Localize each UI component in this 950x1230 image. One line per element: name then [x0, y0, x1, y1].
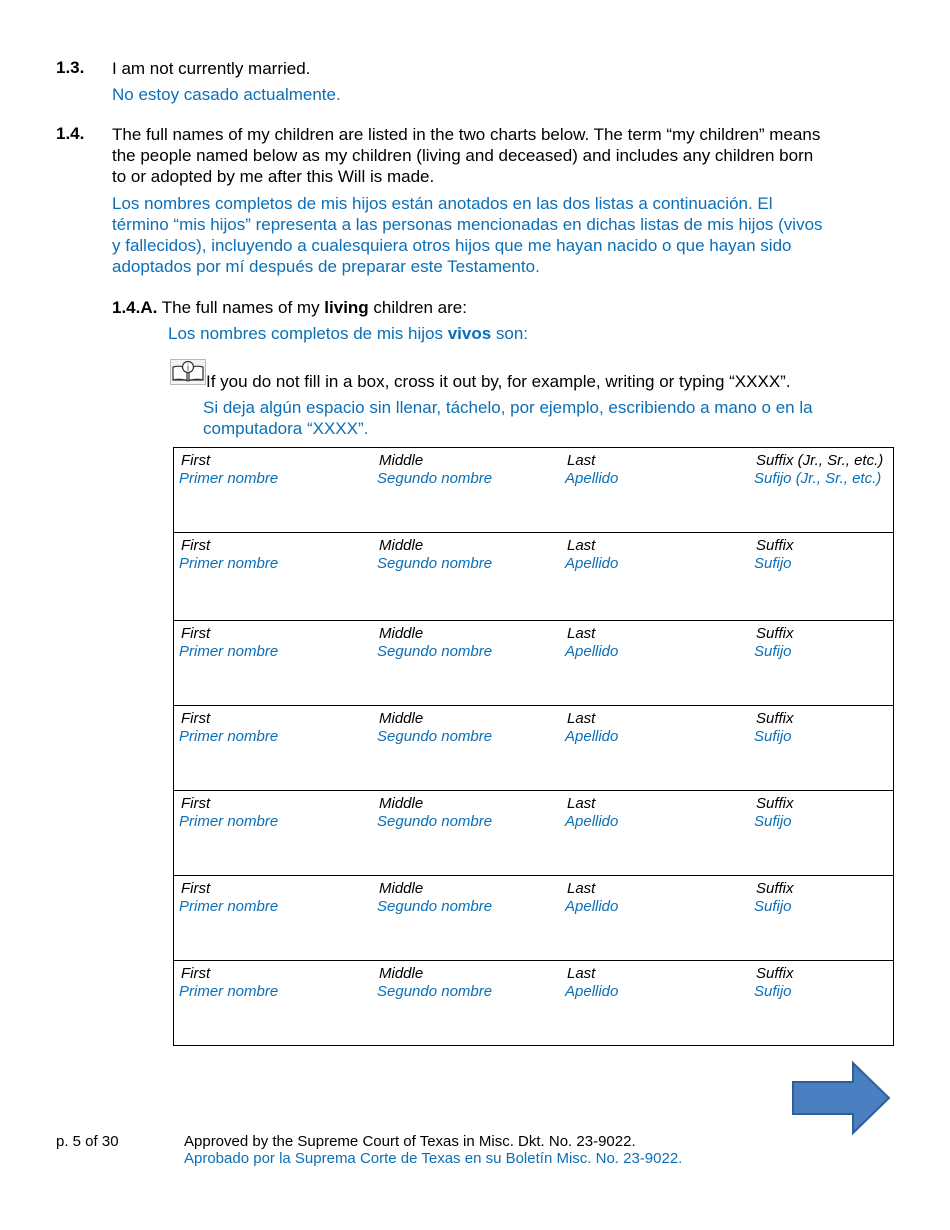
- suffix-label: Suffix: [756, 625, 794, 642]
- section-1-4-es-line: adoptados por mí después de preparar este Testamento.: [112, 257, 540, 276]
- section-1-4-a-suffix: children are:: [368, 298, 467, 317]
- last-name-label-es: Apellido: [565, 470, 619, 487]
- instruction-es-line: Si deja algún espacio sin llenar, táchelo, por ejemplo, escribiendo a mano o en la: [203, 398, 813, 417]
- footer-approval: Approved by the Supreme Court of Texas in Misc. Dkt. No. 23-9022.: [184, 1133, 636, 1150]
- middle-name-label: Middle: [379, 452, 424, 469]
- last-name-label: Last: [567, 625, 596, 642]
- child-name-cell[interactable]: [174, 533, 894, 621]
- first-name-label-es: Primer nombre: [179, 898, 279, 915]
- child-name-cell[interactable]: [174, 961, 894, 1046]
- section-1-4-text-es: [112, 193, 902, 277]
- first-name-label-es: Primer nombre: [179, 643, 279, 660]
- first-name-label-es: Primer nombre: [179, 555, 279, 572]
- middle-name-label: Middle: [379, 710, 424, 727]
- suffix-label-es: Sufijo: [754, 898, 792, 915]
- last-name-label-es: Apellido: [565, 983, 619, 1000]
- section-1-4-es-line: término “mis hijos” representa a las personas mencionadas en dichas listas de mis hijos (vivos: [112, 215, 823, 234]
- last-name-label: Last: [567, 795, 596, 812]
- suffix-label-es: Sufijo (Jr., Sr., etc.): [754, 470, 882, 487]
- last-name-label: Last: [567, 710, 596, 727]
- first-name-label-es: Primer nombre: [179, 470, 279, 487]
- first-name-label: First: [181, 452, 211, 469]
- page-number: p. 5 of 30: [56, 1133, 119, 1150]
- last-name-label: Last: [567, 537, 596, 554]
- suffix-label: Suffix: [756, 795, 794, 812]
- child-name-cell[interactable]: [174, 706, 894, 791]
- section-1-4-line: to or adopted by me after this Will is made.: [112, 167, 435, 186]
- child-row: [174, 448, 894, 533]
- section-1-3-number: 1.3.: [56, 58, 85, 77]
- middle-name-label: Middle: [379, 537, 424, 554]
- section-1-4-a-heading-es: [168, 323, 528, 344]
- suffix-label: Suffix (Jr., Sr., etc.): [756, 452, 884, 469]
- section-1-3-text-es: No estoy casado actualmente.: [112, 85, 341, 104]
- last-name-label-es: Apellido: [565, 813, 619, 830]
- suffix-label: Suffix: [756, 880, 794, 897]
- last-name-label-es: Apellido: [565, 643, 619, 660]
- suffix-label: Suffix: [756, 965, 794, 982]
- section-1-4-line: the people named below as my children (living and deceased) and includes any children born: [112, 146, 814, 165]
- section-1-4-a-prefix: The full names of my: [161, 298, 325, 317]
- middle-name-label-es: Segundo nombre: [377, 643, 493, 660]
- first-name-label: First: [181, 795, 211, 812]
- child-name-cell[interactable]: [174, 876, 894, 961]
- footer-approval-es: Aprobado por la Suprema Corte de Texas en su Boletín Misc. No. 23-9022.: [184, 1150, 683, 1167]
- first-name-label: First: [181, 625, 211, 642]
- suffix-label-es: Sufijo: [754, 643, 792, 660]
- first-name-label-es: Primer nombre: [179, 813, 279, 830]
- instruction-es-line: computadora “XXXX”.: [203, 419, 369, 438]
- suffix-label-es: Sufijo: [754, 728, 792, 745]
- middle-name-label-es: Segundo nombre: [377, 555, 493, 572]
- first-name-label: First: [181, 880, 211, 897]
- last-name-label-es: Apellido: [565, 555, 619, 572]
- section-1-4-a-heading: [112, 297, 467, 318]
- first-name-label: First: [181, 537, 211, 554]
- next-page-arrow-icon[interactable]: [790, 1060, 892, 1136]
- first-name-label-es: Primer nombre: [179, 728, 279, 745]
- middle-name-label: Middle: [379, 625, 424, 642]
- middle-name-label-es: Segundo nombre: [377, 813, 493, 830]
- last-name-label: Last: [567, 880, 596, 897]
- child-row: [174, 791, 894, 876]
- last-name-label: Last: [567, 965, 596, 982]
- instruction-text: If you do not fill in a box, cross it out by, for example, writing or typing “XXXX”.: [206, 372, 791, 391]
- svg-text:i: i: [186, 363, 190, 374]
- child-name-cell[interactable]: [174, 448, 894, 533]
- child-row: [174, 706, 894, 791]
- middle-name-label: Middle: [379, 965, 424, 982]
- middle-name-label: Middle: [379, 795, 424, 812]
- child-name-cell[interactable]: [174, 621, 894, 706]
- child-row: [174, 621, 894, 706]
- section-1-4-a-es-bold: vivos: [447, 324, 492, 343]
- last-name-label-es: Apellido: [565, 728, 619, 745]
- child-row: [174, 533, 894, 621]
- suffix-label: Suffix: [756, 537, 794, 554]
- section-1-4-a-bold: living: [324, 298, 369, 317]
- child-name-cell[interactable]: [174, 791, 894, 876]
- last-name-label: Last: [567, 452, 596, 469]
- child-row: [174, 961, 894, 1046]
- middle-name-label-es: Segundo nombre: [377, 470, 493, 487]
- middle-name-label: Middle: [379, 880, 424, 897]
- suffix-label-es: Sufijo: [754, 813, 792, 830]
- section-1-4-a-number: 1.4.A.: [112, 298, 158, 317]
- instruction-text-es: [203, 397, 813, 439]
- info-book-icon: [170, 359, 206, 385]
- suffix-label: Suffix: [756, 710, 794, 727]
- section-1-4-text: [112, 124, 902, 187]
- last-name-label-es: Apellido: [565, 898, 619, 915]
- suffix-label-es: Sufijo: [754, 983, 792, 1000]
- first-name-label: First: [181, 965, 211, 982]
- section-1-4-es-line: y fallecidos), incluyendo a cualesquiera otros hijos que me hayan nacido o que hayan sido: [112, 236, 792, 255]
- section-1-4-es-line: Los nombres completos de mis hijos están anotados en las dos listas a continuación. El: [112, 194, 773, 213]
- suffix-label-es: Sufijo: [754, 555, 792, 572]
- middle-name-label-es: Segundo nombre: [377, 898, 493, 915]
- middle-name-label-es: Segundo nombre: [377, 983, 493, 1000]
- section-1-4-a-es-suffix: son:: [491, 324, 529, 343]
- first-name-label: First: [181, 710, 211, 727]
- first-name-label-es: Primer nombre: [179, 983, 279, 1000]
- living-children-table: [173, 447, 894, 1046]
- section-1-4-a-es-prefix: Los nombres completos de mis hijos: [168, 324, 448, 343]
- section-1-4-line: The full names of my children are listed in the two charts below. The term “my children” means: [112, 125, 821, 144]
- middle-name-label-es: Segundo nombre: [377, 728, 493, 745]
- child-row: [174, 876, 894, 961]
- section-1-3-text: I am not currently married.: [112, 59, 311, 78]
- section-1-4-number: 1.4.: [56, 124, 85, 143]
